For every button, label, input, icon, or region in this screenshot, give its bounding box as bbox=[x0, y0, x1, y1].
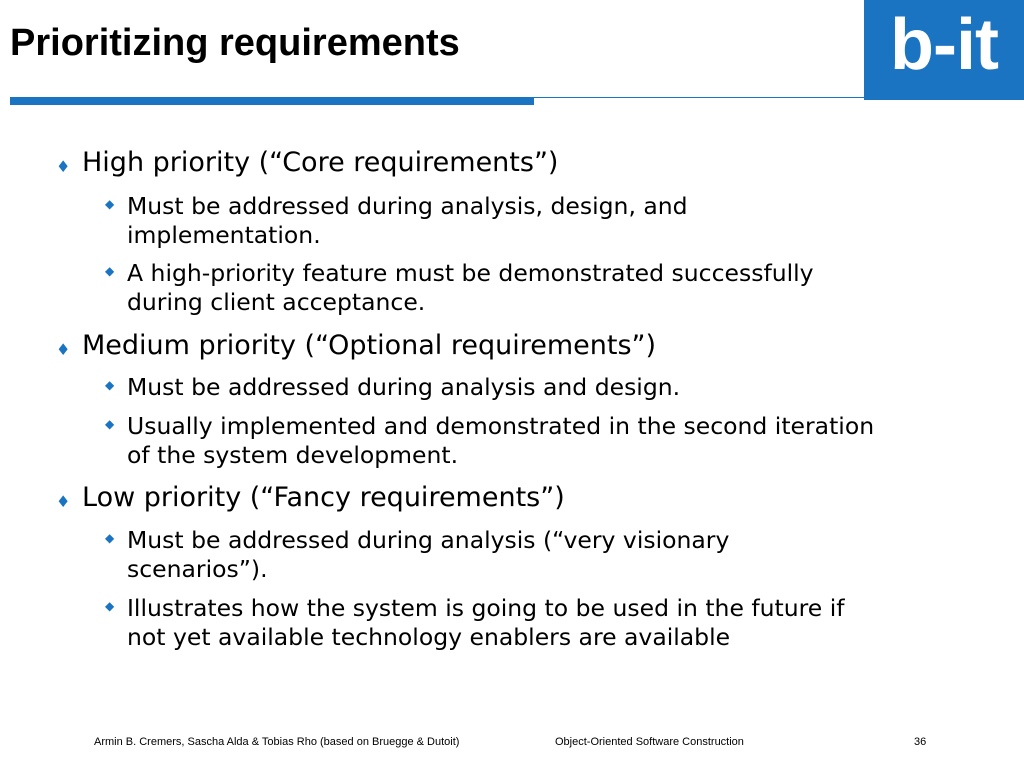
subbullet-item bbox=[127, 259, 987, 317]
subbullet-line: Must be addressed during analysis and design. bbox=[127, 373, 681, 401]
subbullet-line: Usually implemented and demonstrated in the second iteration bbox=[127, 412, 875, 440]
diamond-icon: ◆ bbox=[105, 599, 115, 613]
subbullet-line: A high-priority feature must be demonstrated successfully bbox=[127, 259, 814, 287]
bullet-medium-priority: Medium priority (“Optional requirements”) bbox=[82, 330, 657, 361]
subbullet-line: of the system development. bbox=[127, 441, 459, 469]
subbullet-line: Illustrates how the system is going to be used in the future if bbox=[127, 594, 845, 622]
subbullet-line: Must be addressed during analysis (“very visionary bbox=[127, 526, 730, 554]
subbullet-item bbox=[127, 192, 987, 250]
slide-title: Prioritizing requirements bbox=[10, 22, 460, 64]
diamond-icon: ◆ bbox=[105, 417, 115, 431]
diamond-icon: ◆ bbox=[105, 264, 115, 278]
subbullet-item bbox=[127, 526, 987, 584]
logo-dash: - bbox=[933, 5, 956, 85]
footer-authors: Armin B. Cremers, Sascha Alda & Tobias Rho (based on Bruegge & Dutoit) bbox=[94, 736, 460, 748]
bullet-high-priority: High priority (“Core requirements”) bbox=[82, 147, 559, 178]
subbullet-line: scenarios”). bbox=[127, 555, 268, 583]
bullet-low-priority: Low priority (“Fancy requirements”) bbox=[82, 482, 565, 513]
subbullet-line: Must be addressed during analysis, design, and bbox=[127, 192, 688, 220]
footer-page-number: 36 bbox=[914, 736, 927, 748]
footer-course: Object-Oriented Software Construction bbox=[555, 736, 744, 748]
diamond-icon: ◆ bbox=[105, 378, 115, 392]
subbullet-line: implementation. bbox=[127, 221, 321, 249]
diamond-icon: ◆ bbox=[105, 531, 115, 545]
diamond-icon: ♦ bbox=[56, 157, 71, 176]
diamond-icon: ♦ bbox=[56, 340, 71, 359]
logo-part-b: b bbox=[890, 5, 933, 85]
subbullet-item bbox=[127, 373, 987, 402]
diamond-icon: ♦ bbox=[56, 492, 71, 511]
diamond-icon: ◆ bbox=[105, 197, 115, 211]
subbullet-item bbox=[127, 594, 987, 652]
logo-part-it: it bbox=[955, 5, 998, 85]
subbullet-item bbox=[127, 412, 987, 470]
subbullet-line: during client acceptance. bbox=[127, 288, 426, 316]
subbullet-line: not yet available technology enablers are available bbox=[127, 623, 731, 651]
